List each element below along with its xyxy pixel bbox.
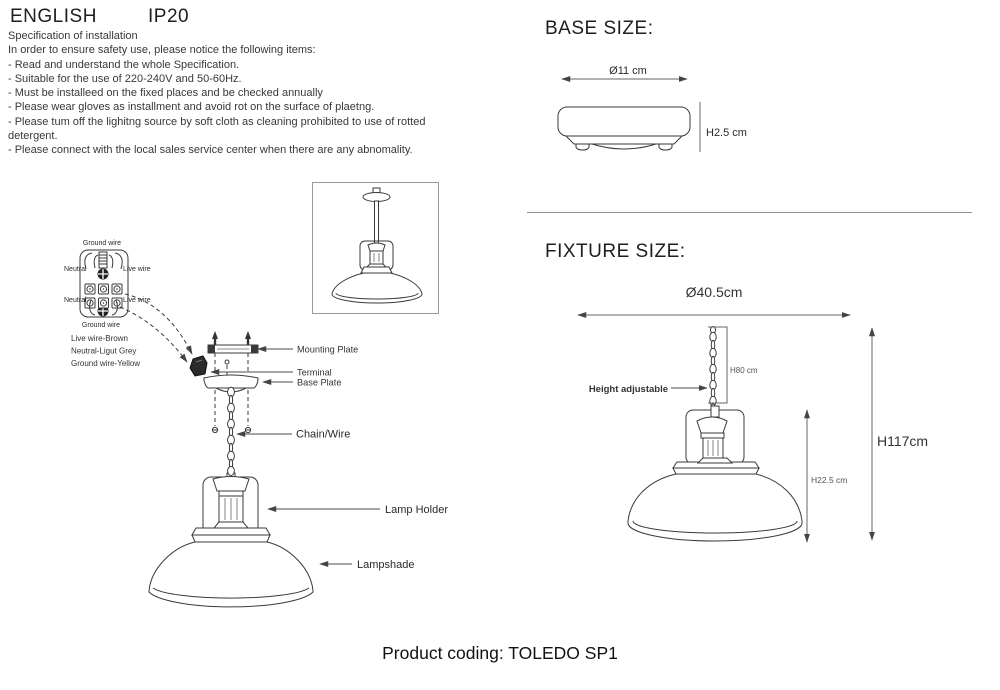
fixture-diameter-value: Ø40.5cm xyxy=(685,284,743,300)
base-size-title: BASE SIZE: xyxy=(545,18,654,39)
terminal-drawing xyxy=(190,356,207,376)
label-lampshade: Lampshade xyxy=(357,559,415,571)
inset-shade-ring xyxy=(361,267,392,273)
chain-drawing xyxy=(228,387,235,475)
total-height-value: H117cm xyxy=(877,433,929,449)
inset-holder xyxy=(367,243,386,267)
base-diameter-value: Ø11 cm xyxy=(609,65,647,77)
wiring-neutral-bottom-label: Neutral xyxy=(64,297,87,304)
lampshade-drawing xyxy=(149,542,313,607)
wiring-neutral-top-label: Neutral xyxy=(64,266,87,273)
language-heading: ENGLISH xyxy=(10,6,97,27)
inset-shade-dome xyxy=(332,273,422,303)
fixture-size-title: FIXTURE SIZE: xyxy=(545,241,686,262)
lamp-holder-drawing xyxy=(213,473,249,528)
base-height-value: H2.5 cm xyxy=(706,127,747,139)
spec-intro: In order to ensure safety use, please notice the following items: xyxy=(8,44,316,57)
assembled-lamp-inset xyxy=(312,182,439,314)
exploded-parts-diagram xyxy=(140,330,450,625)
fixture-chain-drawing xyxy=(710,327,716,413)
spec-item: - Must be installeed on the fixed places and be checked annually xyxy=(8,87,323,100)
product-coding: Product coding: TOLEDO SP1 xyxy=(382,643,618,663)
wiring-live-bottom-label: Live wire xyxy=(123,297,151,304)
wire-color-legend-live: Live wire-Brown xyxy=(71,334,128,343)
ground-symbol-top xyxy=(98,269,109,280)
assembled-lamp-drawing xyxy=(313,183,436,311)
spec-title: Specification of installation xyxy=(8,30,138,42)
label-terminal: Terminal xyxy=(297,367,332,378)
fixture-size-drawing xyxy=(545,275,970,570)
fixture-holder-drawing xyxy=(697,406,732,463)
label-base-plate: Base Plate xyxy=(297,377,342,388)
wire-color-legend-ground: Ground wire-Yellow xyxy=(71,359,141,368)
ip-rating: IP20 xyxy=(148,6,190,27)
spec-item: - Please wear gloves as installment and avoid rot on the surface of plaetng. xyxy=(8,101,375,114)
shade-neck-rings xyxy=(192,528,270,542)
wiring-ground-bottom-label: Ground wire xyxy=(81,322,121,329)
label-chain-wire: Chain/Wire xyxy=(296,428,351,441)
striped-earth-wire xyxy=(99,252,107,268)
fixture-shade-drawing xyxy=(628,474,802,541)
terminal-screws xyxy=(85,284,122,308)
fixture-neck-rings xyxy=(673,462,759,474)
base-size-drawing xyxy=(540,55,780,165)
spec-item: - Please connect with the local sales service center when there are any abnomality. xyxy=(8,144,413,157)
label-lamp-holder: Lamp Holder xyxy=(385,504,448,516)
center-screw xyxy=(225,360,229,375)
section-divider xyxy=(527,212,972,213)
spec-item: - Please tum off the lighitng source by soft cloth as cleaning prohibited to use of rotted detergent. xyxy=(8,115,426,143)
inset-rod xyxy=(375,201,379,243)
inset-ceiling-canopy xyxy=(363,193,390,202)
chain-height-value: H80 cm xyxy=(730,366,758,375)
mounting-plate-drawing xyxy=(208,345,258,353)
ceiling-base-drawing xyxy=(558,107,690,150)
spec-item: - Suitable for the use of 220-240V and 50-60Hz. xyxy=(8,72,242,85)
wiring-live-top-label: Live wire xyxy=(123,266,151,273)
label-mounting-plate: Mounting Plate xyxy=(297,344,359,355)
installation-spec-text xyxy=(8,29,478,158)
height-adjustable-label: Height adjustable xyxy=(588,384,668,395)
wire-color-legend-neutral: Neutral-Ligut Grey xyxy=(71,346,137,356)
shade-height-value: H22.5 cm xyxy=(811,475,848,485)
wiring-ground-top-label: Ground wire xyxy=(82,240,122,247)
spec-item: - Read and understand the whole Specification. xyxy=(8,58,240,71)
